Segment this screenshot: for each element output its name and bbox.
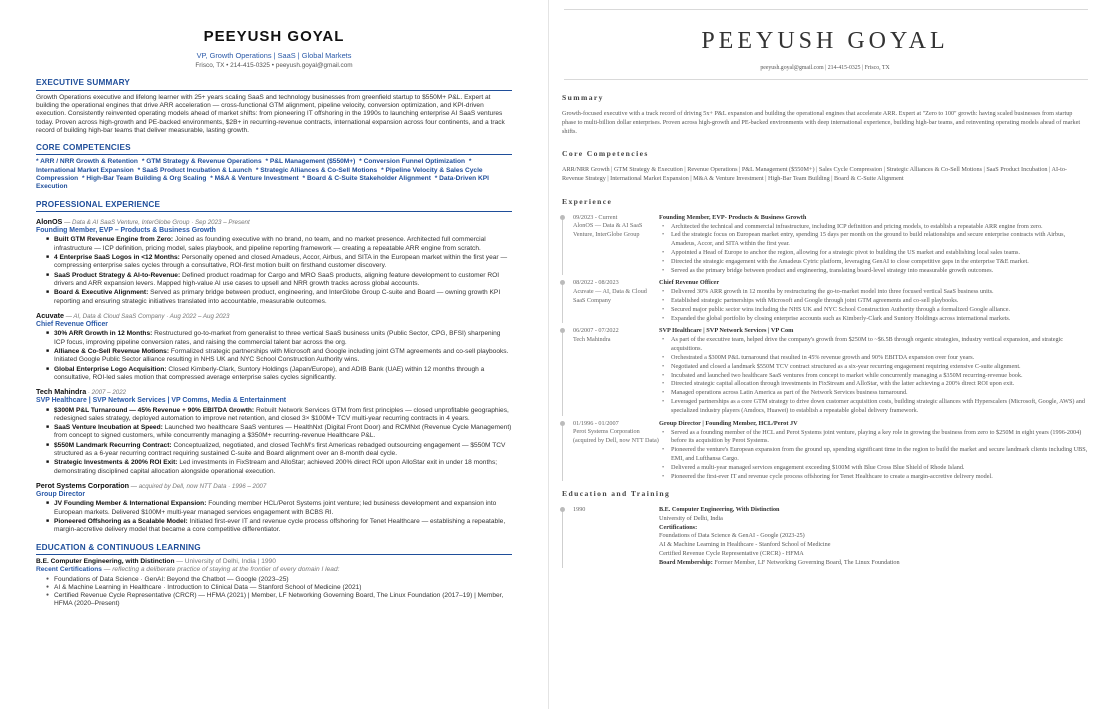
company-meta: — Data & AI SaaS Venture, InterGlobe Group · Sep 2023 – Present: [62, 218, 250, 226]
job-details: [659, 279, 1088, 323]
bullet-text: Conceptualized, negotiated, and closed TechM's first Americas rebadged outsourcing engagement — $550M TCV structured as a 6-year recurring contract requiring sustained C-suite and Board alignment over an 8-month deal cycle.: [54, 441, 506, 458]
job-bullet: [46, 500, 512, 517]
certifications-note: — reflecting a deliberate practice of staying at the frontier of every domain I lead:: [101, 566, 340, 574]
competency-item: * Pipeline Velocity & Sales Cycle Compression: [36, 166, 483, 183]
job-bullets: [659, 288, 1088, 323]
bullet-lead: Alliance & Co-Sell Revenue Motions:: [54, 347, 170, 355]
job-bullet: [46, 442, 512, 459]
job-bullet: [46, 518, 512, 535]
resume-name: PEEYUSH GOYAL: [203, 28, 345, 45]
job-date-org: [562, 279, 659, 323]
summary-text: Growth Operations executive and lifelong learner with 25+ years scaling SaaS and technology businesses from greenfield startup to $550M+ P&L. Expert at building the operational engines that drive ARR acceleration — cross-functional GTM alignment, pipeline velocity, conversion optimization, and KPI-driven execution. Consistently reinvented operating models ahead of market shifts: from pioneering IT offshoring in the 1990s to launching enterprise AI SaaS ventures today. Proven across high-growth and PE-backed environments, $2B+ in recurring-revenue contracts, international expansion across four continents, and a track record of building high-bar teams that deliver measurable, lasting growth.: [36, 93, 505, 134]
job-org: Perot Systems Corporation (acquired by Dell, now NTT Data): [573, 428, 659, 445]
job-bullets: [659, 336, 1088, 415]
education-details: [659, 506, 1088, 568]
certification-item: Foundations of Data Science & GenAI - Google (2023-25): [659, 532, 805, 540]
job-bullet: [46, 236, 512, 253]
board-text: Former Member, LF Networking Governing Board, The Linux Foundation: [712, 558, 900, 566]
job-bullet: [46, 424, 512, 441]
competency-item: * Data-Driven KPI Execution: [36, 175, 489, 191]
competency-item: * Conversion Funnel Optimization: [359, 158, 466, 166]
job-date: 09/2023 - Current: [573, 213, 618, 221]
bullet-text: Served as primary bridge between product, engineering, and InterGlobe Group C-suite and Board — owning growth KPI reporting and ensuring strategic initiatives translated into accountable, measurable outcomes.: [54, 289, 501, 305]
job-bullet: [46, 254, 512, 271]
competency-item: * M&A & Venture Investment: [210, 175, 299, 183]
job-bullet: • Pioneered the venture's European expansion from the ground up, spending significant time in the region to build the market and secure landmark clients including UBS, EMI, and Lufthansa Cargo.: [659, 446, 1088, 464]
timeline-dot: [560, 215, 565, 220]
degree: B.E. Computer Engineering, with Distinction: [36, 557, 175, 565]
competency-item: * High-Bar Team Building & Org Scaling: [81, 175, 207, 183]
competency-item: * P&L Management ($550M+): [265, 158, 356, 166]
company-name: Tech Mahindra: [36, 387, 87, 397]
resume-right-page: [548, 0, 1100, 709]
competency-item: * Board & C-Suite Stakeholder Alignment: [302, 175, 431, 183]
bullet-text: Founding member HCL/Perot Systems joint venture; led business development and expansion into European markets. Delivered $100M+ multi-year managed services engagement with BCBS RI.: [54, 500, 497, 516]
resume-contact: peeyush.goyal@gmail.com | 214-415-0325 | Frisco, TX: [760, 65, 890, 72]
certifications-list: [36, 576, 512, 609]
bullet-text: Defined product roadmap for Cargo and MRO SaaS products, aligning feature development to customer ROI drivers and ARR expansion levers. Mapped high-value AI use cases to upsell and NRR growth tracks across global accounts.: [54, 271, 500, 287]
job-bullets: [36, 236, 512, 305]
job-org: Tech Mahindra: [573, 336, 611, 344]
section-heading-education: Education and Training: [562, 489, 671, 499]
bullet-lead: JV Founding Member & International Expansion:: [54, 500, 207, 508]
job-details: [659, 420, 1088, 482]
competencies-text: ARR/NRR Growth | GTM Strategy & Execution | Revenue Operations | P&L Management ($550M+) | Sales Cycle Compression | Strategic Alliances & Co-Sell Motions | SaaS Product Incubation | AI-to-Revenue Strategy | International Market Expansion | M&A & Venture Investment | High-Bar Team Building | Board & C-Suite Alignment: [562, 166, 1067, 183]
resume-contact: Frisco, TX • 214-415-0325 • peeyush.goyal@gmail.com: [195, 62, 353, 70]
timeline-line: [562, 217, 563, 276]
job-date: 08/2022 - 08/2023: [573, 279, 619, 287]
bullet-lead: Board & Executive Alignment:: [54, 289, 149, 297]
experience-timeline: [562, 214, 1088, 482]
board-label: Board Membership:: [659, 558, 713, 566]
job-bullet: • Directed strategic capital allocation through investments in FixStream and AlloStar, with the latter achieving a 200% direct ROI upon exit.: [659, 380, 1088, 389]
job-role: Chief Revenue Officer: [659, 279, 720, 287]
bullet-lead: Built GTM Revenue Engine from Zero:: [54, 236, 174, 244]
education-entry: [36, 558, 512, 566]
bullet-text: Led investments in FixStream and AlloStar; achieved 200% direct ROI upon AlloStar exit in under 18 months; demonstrating disciplined capital allocation alongside operational execution.: [54, 459, 498, 475]
job-details: [659, 214, 1088, 276]
company-meta: — AI, Data & Cloud SaaS Company · Aug 2022 – Aug 2023: [63, 312, 230, 320]
bullet-text: Restructured go-to-market from generalist to three vertical SaaS business units (Public Sector, CPG, BFSI) sharpening ICP focus, improving pipeline conversion rates, and raising the commercial talent bar across the org.: [54, 330, 501, 346]
job-entry: [562, 327, 1088, 415]
job-org: Acuvate — AI, Data & Cloud SaaS Company: [573, 288, 647, 304]
company-meta: — acquired by Dell, now NTT Data · 1996 – 2007: [129, 482, 267, 490]
job-role: Group Director | Founding Member, HCL/Perot JV: [659, 419, 798, 427]
job-bullet: • Served as the primary bridge between product and engineering, translating board-level strategy into measurable growth outcomes.: [659, 267, 1088, 276]
job-bullet: • Delivered a multi-year managed services engagement exceeding $100M with Blue Cross Blue Shield of Rhode Island.: [659, 464, 1088, 473]
company-name: Perot Systems Corporation: [36, 480, 130, 490]
job-company: [36, 387, 512, 397]
school: University of Delhi, India: [659, 514, 723, 522]
job-bullet: • Managed operations across Latin America as part of the Network Services business turnaround.: [659, 389, 1088, 398]
timeline-line: [562, 509, 563, 568]
bullet-text: Personally opened and closed Amadeus, Accor, Airbus, and SITA in the European market within the first year — compressing enterprise sales cycles through a consultative, ROI-first motion built on firsthand customer discovery.: [54, 254, 508, 270]
degree: B.E. Computer Engineering, With Distinction: [659, 506, 780, 514]
competency-item: * GTM Strategy & Revenue Operations: [141, 158, 262, 166]
section-heading-summary: Summary: [562, 93, 604, 103]
resume-left-page: [0, 0, 548, 709]
job-bullet: • Led the strategic focus on European market entry, spending 15 days per month on the ground to build relationships and secure enterprise contracts with Airbus, Amadeus, Accor, and SITA within the first year.: [659, 231, 1088, 249]
certification-item: Certified Revenue Cycle Representative (CRCR) - HFMA: [659, 550, 804, 558]
job-bullet: [46, 407, 512, 424]
job-date-org: [562, 214, 659, 276]
competency-item: * SaaS Product Incubation & Launch: [137, 166, 252, 174]
job-bullets: [36, 500, 512, 534]
section-heading-experience: Experience: [562, 196, 613, 206]
job-date: 01/1996 - 01/2007: [573, 419, 619, 427]
timeline-line: [562, 282, 563, 323]
job-role: Founding Member, EVP – Products & Business Growth: [36, 226, 216, 234]
section-heading-summary: EXECUTIVE SUMMARY: [36, 78, 512, 90]
job-role: Chief Revenue Officer: [36, 320, 108, 328]
bullet-text: Launched two healthcare SaaS ventures — HealthNxt (Digital Front Door) and RCMNxt (Revenue Cycle Management) from concept to signed customers, while concurrently managing a $350M+ recurring-revenue Healthcare P&L.: [54, 424, 512, 440]
job-company: [36, 481, 512, 491]
job-role: SVP Healthcare | SVP Network Services | VP Comms, Media & Entertainment: [36, 396, 287, 404]
resume-name: PEEYUSH GOYAL: [701, 28, 949, 54]
resume-headline: VP, Growth Operations | SaaS | Global Markets: [196, 50, 352, 60]
company-meta: · 2007 – 2022: [86, 389, 127, 397]
job-bullet: [46, 289, 512, 306]
section-heading-education: EDUCATION & CONTINUOUS LEARNING: [36, 543, 512, 555]
certifications-label: Certifications:: [659, 523, 698, 531]
timeline-dot: [560, 421, 565, 426]
certification-item: ● Certified Revenue Cycle Representative (CRCR) — HFMA (2021) | Member, LF Networking Governing Board, The Linux Foundation (2017–19) | Member, HFMA (2020–Present): [46, 592, 512, 609]
experience-list: [36, 217, 512, 535]
job-entry: [562, 420, 1088, 482]
job-bullet: • Negotiated and closed a landmark $550M TCV contract structured as a six-year recurring engagement requiring extensive C-suite alignment.: [659, 363, 1088, 372]
competency-item: * Strategic Alliances & Co-Sell Motions: [255, 166, 378, 174]
job-date-org: [562, 420, 659, 482]
certification-item: AI & Machine Learning in Healthcare - Stanford School of Medicine: [659, 541, 831, 549]
job-bullet: • Delivered 30% ARR growth in 12 months by restructuring the go-to-market model into three focused vertical SaaS business units.: [659, 288, 1088, 297]
education-year: 1990: [573, 506, 586, 514]
job-company: [36, 217, 512, 227]
board-membership: [659, 559, 1088, 568]
job-bullet: • Incubated and launched two healthcare SaaS ventures from concept to market while concurrently managing a $350M recurring-revenue book.: [659, 372, 1088, 381]
certification-item: ● Foundations of Data Science · GenAI: Beyond the Chatbot — Google (2023–25): [46, 576, 512, 584]
bullet-lead: SaaS Venture Incubation at Speed:: [54, 424, 163, 432]
job-entry: [562, 214, 1088, 276]
job-role: Founding Member, EVP- Products & Business Growth: [659, 213, 807, 221]
job-bullet: [46, 330, 512, 347]
certifications-list: [659, 532, 1088, 558]
job-bullet: • As part of the executive team, helped drive the company's growth from $250M to ~$6.5B through organic strategies, industry vertical expansion, and strategic acquisitions.: [659, 336, 1088, 354]
section-heading-competencies: CORE COMPETENCIES: [36, 143, 512, 155]
job-bullet: [46, 272, 512, 289]
job-entry: [562, 279, 1088, 323]
job-role: SVP Healthcare | SVP Network Services | VP Com: [659, 327, 794, 335]
job-bullet: • Expanded the global portfolio by closing enterprise accounts such as Kimberly-Clark and Suntory Holdings across international markets.: [659, 315, 1088, 324]
competency-item: * ARR / NRR Growth & Retention: [36, 158, 138, 166]
job-bullets: [659, 429, 1088, 482]
bullet-lead: 30% ARR Growth in 12 Months:: [54, 330, 153, 338]
certifications-label: Recent Certifications: [36, 566, 102, 574]
job-date-org: [562, 327, 659, 415]
bullet-text: Closed Kimberly-Clark, Suntory Holdings (Japan/Europe), and ADIB Bank (UAE) within 12 months through a consultative, ROI-led sales motion that compressed average enterprise sales cycles significantly.: [54, 365, 485, 381]
school: — University of Delhi, India | 1990: [174, 557, 276, 565]
job-bullet: [46, 459, 512, 476]
competencies-list: [36, 158, 512, 191]
job-bullet: • Pioneered the first-ever IT and revenue cycle process offshoring for Tenet Healthcare to create a margin-accretive delivery model.: [659, 473, 1088, 482]
job-bullet: • Leveraged partnerships as a core GTM strategy to drive down customer acquisition costs, building strategic alliances with Hyperscalers (Microsoft, Google, AWS) and specialized industry players (Amdocs, Huawei) to establish a repeatable global delivery framework.: [659, 398, 1088, 416]
company-name: AlonOS: [36, 216, 63, 226]
bullet-text: Rebuilt Network Services GTM from first principles — closed unprofitable geographies, redesigned sales strategy, deployed automation to improve net retention, and closed 3× $100M+ TCV multi-year recurring contracts in 4 years.: [54, 406, 509, 422]
timeline-line: [562, 423, 563, 482]
section-heading-experience: PROFESSIONAL EXPERIENCE: [36, 200, 512, 212]
bullet-text: Initiated first-ever IT and revenue cycle process offshoring for Tenet Healthcare — establishing a repeatable, margin-accretive delivery model that became a core competitive differentiator.: [54, 518, 506, 534]
job-bullet: • Directed the strategic engagement with the Amadeus Cytric platform, leveraging GenAI to close competitive gaps in the enterprise T&E market.: [659, 258, 1088, 267]
education-entry: [562, 506, 1088, 568]
job-bullets: [36, 407, 512, 476]
job-org: AlonOS — Data & AI SaaS Venture, InterGlobe Group: [573, 222, 643, 239]
job-company: [36, 311, 512, 321]
bullet-lead: Strategic Investments & 200% ROI Exit:: [54, 459, 178, 467]
job-bullet: [46, 348, 512, 365]
bullet-lead: Global Enterprise Logo Acquisition:: [54, 365, 167, 373]
bullet-lead: 4 Enterprise SaaS Logos in <12 Months:: [54, 254, 180, 262]
job-bullet: [46, 366, 512, 383]
job-bullet: • Architected the technical and commercial infrastructure, including ICP definition and pricing models, to establish a repeatable ARR engine from zero.: [659, 223, 1088, 232]
job-date: 06/2007 - 07/2022: [573, 327, 619, 335]
bullet-lead: SaaS Product Strategy & AI-to-Revenue:: [54, 271, 181, 279]
bullet-text: Formalized strategic partnerships with Microsoft and Google including joint GTM agreements and co-sell playbooks. Initiated Google Public Sector alliance resulting in NHS UK and NYC School Construction Authority wins.: [54, 347, 509, 364]
job-bullets: [659, 223, 1088, 276]
header-rule: [564, 79, 1088, 80]
job-role: Group Director: [36, 490, 86, 498]
bullet-lead: $550M Landmark Recurring Contract:: [54, 441, 172, 449]
top-rule: [564, 9, 1088, 10]
certifications-heading: [36, 566, 512, 574]
job-bullet: • Served as a founding member of the HCL and Perot Systems joint venture, playing a key role in growing the business from zero to $250M in eight years (1996-2004) before its acquisition by Perot Systems.: [659, 429, 1088, 447]
summary-text: Growth-focused executive with a track record of driving 5x+ P&L expansion and building the operational engines that accelerate ARR. Expert at "Zero to 100" growth: having scaled businesses from startup phase to multi-billion dollar enterprises. Proven across high-growth and PE-backed environments with deep international experience, building high-bar teams, and reinventing operating models ahead of market shifts.: [562, 110, 1081, 135]
job-bullets: [36, 330, 512, 382]
bullet-lead: $300M P&L Turnaround — 45% Revenue + 90% EBITDA Growth:: [54, 406, 255, 414]
section-heading-competencies: Core Competencies: [562, 149, 649, 159]
job-bullet: • Secured major public sector wins including the NHS UK and NYC School Construction Authority through a formalized Google alliance.: [659, 306, 1088, 315]
competency-item: * International Market Expansion: [36, 158, 472, 174]
job-bullet: • Established strategic partnerships with Microsoft and Google through joint GTM agreements and co-sell playbooks.: [659, 297, 1088, 306]
certification-item: ● AI & Machine Learning in Healthcare · Introduction to Clinical Data — Stanford School of Medicine (2021): [46, 584, 512, 592]
bullet-lead: Pioneered Offshoring as a Scalable Model:: [54, 518, 188, 526]
job-details: [659, 327, 1088, 415]
job-bullet: • Appointed a Head of Europe to anchor the region, allowing for a strategic pivot to building the US market and establishing local sales teams.: [659, 249, 1088, 258]
company-name: Acuvate: [36, 310, 64, 320]
bullet-text: Joined as founding executive with no brand, no team, and no market presence. Architected full commercial infrastructure — ICP definition, pricing model, sales playbook, and pipeline reporting framework — creating a repeatable ARR engine from scratch.: [54, 236, 486, 252]
job-bullet: • Orchestrated a $300M P&L turnaround that resulted in 45% revenue growth and 90% EBITDA expansion over four years.: [659, 354, 1088, 363]
timeline-line: [562, 330, 563, 415]
